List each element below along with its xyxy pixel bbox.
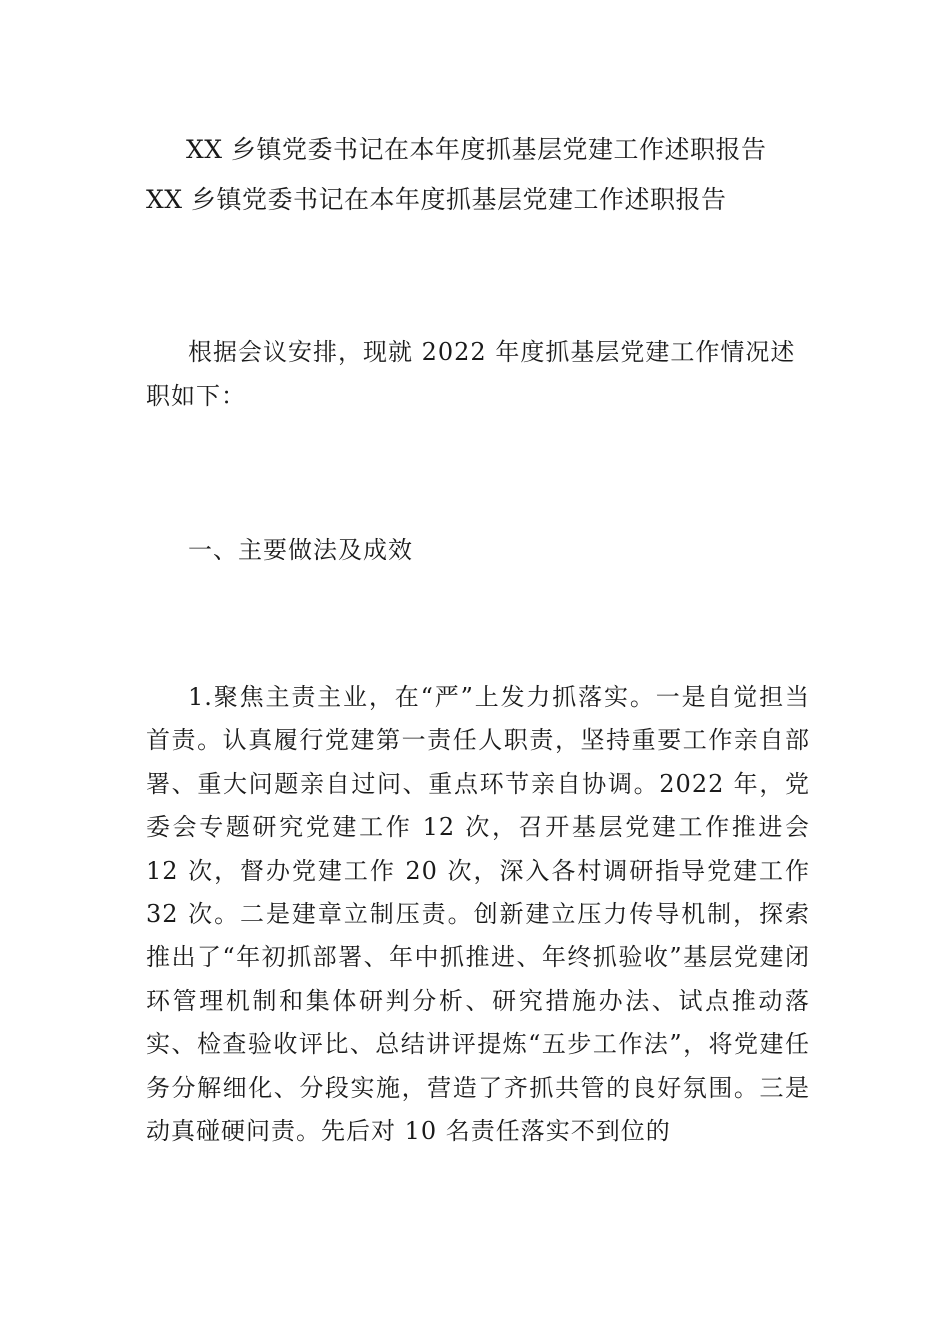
document-title-line-1: XX 乡镇党委书记在本年度抓基层党建工作述职报告 (186, 135, 767, 164)
intro-paragraph: 根据会议安排，现就 2022 年度抓基层党建工作情况述职如下： (146, 338, 796, 410)
document-title-line-2: XX 乡镇党委书记在本年度抓基层党建工作述职报告 (146, 185, 727, 214)
body-paragraph: 1.聚焦主责主业，在“严”上发力抓落实。一是自觉担当首责。认真履行党建第一责任人职责，坚持重要工作亲自部署、重大问题亲自过问、重点环节亲自协调。2022 年，党委会专题研究党建工作 12 次，召开基层党建工作推进会 12 次，督办党建工作 20 次，深入各村调研指导党建工作 32 次。二是建章立制压责。创新建立压力传导机制，探索推出了“年初抓部署、年中抓推进、年终抓验收”基层党建闭环管理机制和集体研判分析、研究措施办法、试点推动落实、检查验收评比、总结讲评提炼“五步工作法”，将党建任务分解细化、分段实施，营造了齐抓共管的良好氛围。三是动真碰硬问责。先后对 10 名责任落实不到位的 (146, 683, 810, 1146)
section-heading: 一、主要做法及成效 (188, 536, 413, 564)
